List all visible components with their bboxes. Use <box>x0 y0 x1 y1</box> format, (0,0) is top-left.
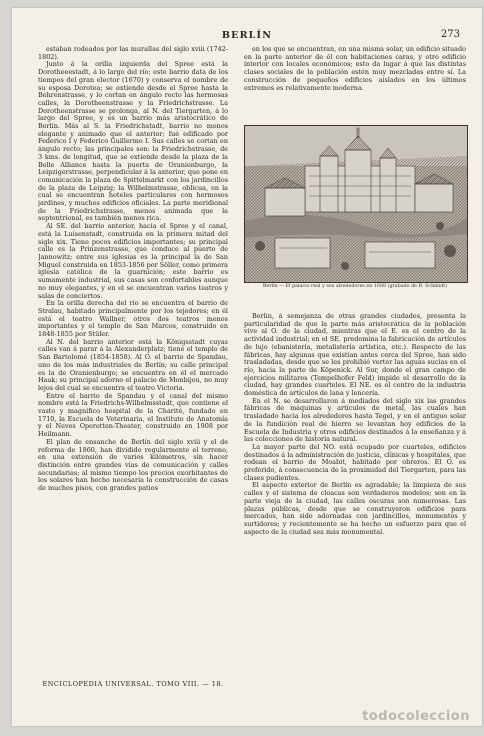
paragraph: En la orilla derecha del río se encuentra el barrio de Stralau, habitado principalmente por los tejedores; en él está el teatro Wallner, otros dos teatros menos importantes y el templo de San Marcos, construido en 1848-1855 por Stüler. <box>38 299 228 339</box>
paragraph: Al SE. del barrio anterior, hacia el Spree y el canal, está la Luisenstadt, construida en la primera mitad del siglo xix. Tiene pocos edificios importantes; su principal calle es la Prinzenstrasse, que conduce al puerto de Jannowitz; entre sus iglesias es la principal la de San Miguel construida en 1853-1856 por Söller, como primera iglesia católica de la guarnición; este barrio es sumamente industrial, sus casas son confortables aunque no muy elegantes, y en el se encuentran varios teatros y salas de conciertos. <box>38 222 228 300</box>
paragraph: Junto á la orilla izquierda del Spree está la Dorotheeestadt, á lo largo del río; este barrio data de los tiempos del gran elector (1670) y conserva el nombre de su esposa Dorotea; se extiende desde el Spree hasta la Behrenstrasse, y lo cortan en ángulo recto las hermosas calles, la Dorotheenstrasse y la Friedrichstrasse. La Dorotheenstrasse se prolonga, al N. del Tiergarten, á lo largo del Spree, y es un barrio más aristocrático de Berlín. Más al S. la Friedrichstadt, barrio no menos elegante y animado que el anterior; fué edificado por Federico I y Federico Guillermo I. Sus calles se cortan en ángulo recto; las principales son: la Friedrichstrasse, de 3 kms. de longitud, que se extiende desde la plaza de la Belle Alliance hasta la puerta de Oranienburgo, la Leipzigerstrasse, perpendicular á la anterior, que pone en comunicación la plaza de Spittelmarkt con los jardincillos de la plaza de Leipzig; la Wilhelmstrasse, oblicua, en la cual se encuentran hoteles particulares con hermosos jardines, y muchos edificios oficiales. La parte meridional de la Friedrichstrasse, menos animada que la septentrional, es también menos rica. <box>38 60 228 223</box>
page-sheet <box>12 8 482 726</box>
paragraph: Al N. del barrio anterior está la Königsstadt cuyas calles van á parar á la Alexanderplatz; tiene el templo de San Bartolomé (1854-1858). Al O. el barrio de Spandau, uno de los más industriales de Berlín; su calle principal es la de Oranienburgo; se encuentra en él el mercado Haak; su principal adorno el palacio de Monbijou, no muy lejos del cual se encuentra el teatro Victoria. <box>38 337 228 392</box>
watermark-logo: todocoleccion <box>362 709 470 724</box>
paragraph: Berlín, á semejanza de otras grandes ciudades, presenta la particularidad de que la parte más aristocrática de la población vive al O. de la ciudad, mientras que el E. es el centro de la actividad industrial; en el SE. predomina la fabricación de artículos de lujo (ebanistería, metalistería artística, etc.). Respecto de las fábricas, hay algunas que existían antes cerca del Spree, han sido trasladadas, desde que se les prohibió verter las aguas sucias en el río, hacia la parte de Köpenick. Al Sur, donde el gran campo de ejercicios militares (Tempelhofer Feld) impide el desarrollo de la ciudad, hay grandes cuarteles. El NE. es el centro de la industria doméstica de artículos de lana y lencería. <box>244 313 466 398</box>
paragraph: El aspecto exterior de Berlín es agradable; la limpieza de sus calles y el sistema de cloacas son verdaderos modelos; son en la parte vieja de la ciudad, las calles oscuras son numerosas. Las plazas públicas, desde que se construyeron edificios para mercados, han sido adornadas con jardincillos, monumentos y surtidores; y recientemente se ha hecho un esfuerzo para que el aspecto de la ciudad sea más monumental. <box>244 481 466 536</box>
paragraph: Entre el barrio de Spandau y el canal del mismo nombre está la Friedrichs-Wilhelmsstadt, que contiene el vasto y magnífico hospital de la Charité, fundado en 1710, la Escuela de Veterinaria, el Instituto de Anatomía y el Neves Operetten-Theater, construido en 1908 por Heilmann. <box>38 391 228 439</box>
paragraph: En el N. se desarrollaron á mediados del siglo xix las grandes fábricas de máquinas y artículos de metal, las cuales han trasladado hacia los alrededores hasta Tegel, y en el antiguo solar de la fundición real de hierro se levantan hoy edificios de la Escuela de Industria y otros edificios destinados á la enseñanza y á las colecciones de historia natural. <box>244 396 466 444</box>
right-text-column-top <box>244 46 466 122</box>
page-footer: ENCICLOPEDIA UNIVERSAL. TOMO VIII. — 18. <box>42 680 224 688</box>
paragraph: La mayor parte del NO. está ocupado por cuarteles, edificios destinados á la administración de justicia, clínicas y hospitales, que rodean el barrio de Moabit, habitado por obreros. El O. es preferido, á consecuencia de la proximidad del Tiergarten, para las clases pudientes. <box>244 442 466 482</box>
engraving-illustration <box>245 126 467 282</box>
illustration-caption: Berlín — El palacio real y sus alrededores en 1688 (grabado de B. Schmidt) <box>262 284 448 289</box>
paragraph: estaban rodeados por las murallas del siglo xviii (1742-1802). <box>38 46 228 61</box>
paragraph: en los que se encuentran, en una misma solar, un edificio situado en la parte anterior de él con habitaciones caras, y otro edificio interior con locales económicos; esto da lugar á que las distintas clases sociales de la población estén muy mezcladas entre sí. La construcción de pequeños edificios aislados en los últimos extremos es relativamente moderna. <box>244 46 466 92</box>
right-text-column-bottom <box>244 313 466 673</box>
running-header: BERLÍN <box>221 30 273 41</box>
left-text-column <box>38 46 228 676</box>
paragraph: El plan de ensanche de Berlín del siglo xviii y el de reforma de 1860, han dividido regularmente el terreno, en una extensión de varios kilómetros, sin hacer distinción entre grandes vías de comunicación y calles secundarias; al mismo tiempo los precios exorbitantes de los solares han hecho necesaria la construcción de casas de muchos pisos, con grandes patios <box>38 437 228 493</box>
palace-engraving <box>244 125 468 283</box>
page-number: 273 <box>440 29 460 40</box>
